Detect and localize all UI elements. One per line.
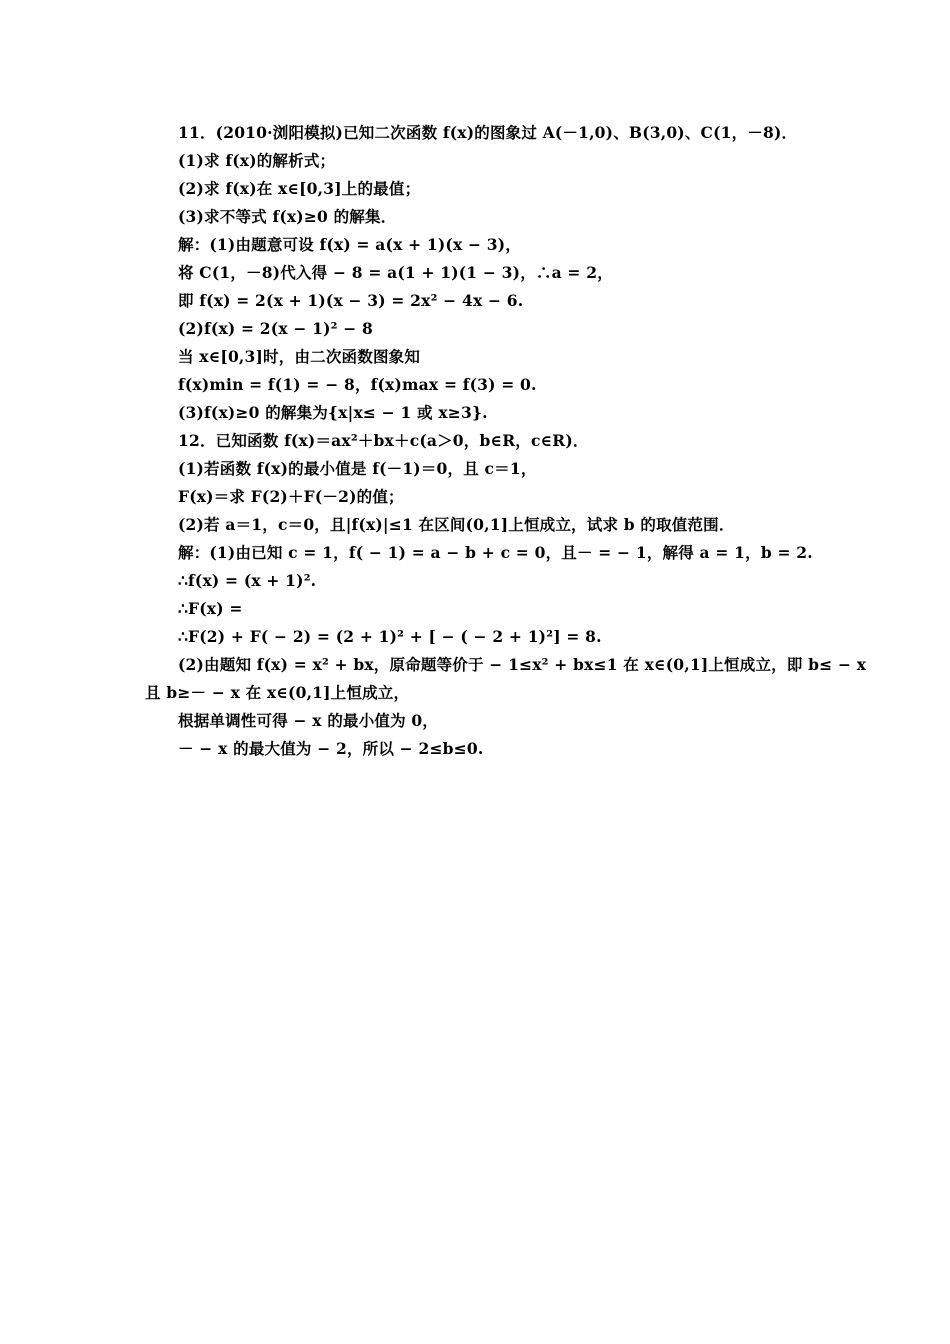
solution-12-line-7: 根据单调性可得 − x 的最小值为 0， (178, 711, 439, 730)
solution-11-line-6: f(x)min = f(1) = − 8，f(x)max = f(3) = 0. (178, 375, 537, 394)
solution-11-line-2: 将 C(1，－8)代入得 − 8 = a(1 + 1)(1 − 3)，∴a = 2， (178, 263, 613, 282)
solution-12-line-3: ∴F(x) = (178, 599, 243, 618)
problem-12-statement: 12．已知函数 f(x)＝ax²＋bx＋c(a＞0，b∈R，c∈R)． (178, 431, 589, 450)
solution-11-line-1: 解：(1)由题意可设 f(x) = a(x + 1)(x − 3)， (178, 235, 521, 254)
solution-12-line-4: ∴F(2) + F( − 2) = (2 + 1)² + [ − ( − 2 + 1)²] = 8. (178, 627, 602, 646)
problem-11-part-1: (1)求 f(x)的解析式； (178, 151, 336, 170)
problem-12-part-1-cont: F(x)＝求 F(2)＋F(－2)的值； (178, 487, 404, 506)
solution-12-line-2: ∴f(x) = (x + 1)². (178, 571, 317, 590)
problem-12-part-1: (1)若函数 f(x)的最小值是 f(－1)＝0，且 c＝1， (178, 459, 537, 478)
problem-12-part-2: (2)若 a＝1，c＝0，且|f(x)|≤1 在区间(0,1]上恒成立，试求 b 的取值范围． (178, 515, 735, 534)
problem-11-part-3: (3)求不等式 f(x)≥0 的解集． (178, 207, 397, 226)
solution-12-line-1: 解：(1)由已知 c = 1，f( − 1) = a − b + c = 0，且－ = − 1，解得 a = 1，b = 2. (178, 543, 813, 562)
solution-11-line-3: 即 f(x) = 2(x + 1)(x − 3) = 2x² − 4x − 6. (178, 291, 524, 310)
solution-12-line-6: 且 b≥－ − x 在 x∈(0,1]上恒成立， (145, 683, 410, 702)
problem-11-statement: 11．(2010·浏阳模拟)已知二次函数 f(x)的图象过 A(－1,0)、B(3,0)、C(1，－8)． (178, 123, 798, 142)
problem-11-part-2: (2)求 f(x)在 x∈[0,3]上的最值； (178, 179, 421, 198)
solution-12-line-5: (2)由题知 f(x) = x² + bx，原命题等价于 − 1≤x² + bx≤1 在 x∈(0,1]上恒成立，即 b≤ − x (178, 655, 867, 674)
solution-12-line-8: － − x 的最大值为 − 2，所以 − 2≤b≤0. (178, 739, 484, 758)
solution-11-line-5: 当 x∈[0,3]时，由二次函数图象知 (178, 347, 421, 366)
solution-11-line-7: (3)f(x)≥0 的解集为{x|x≤ − 1 或 x≥3}. (178, 403, 488, 422)
solution-11-line-4: (2)f(x) = 2(x − 1)² − 8 (178, 319, 374, 338)
